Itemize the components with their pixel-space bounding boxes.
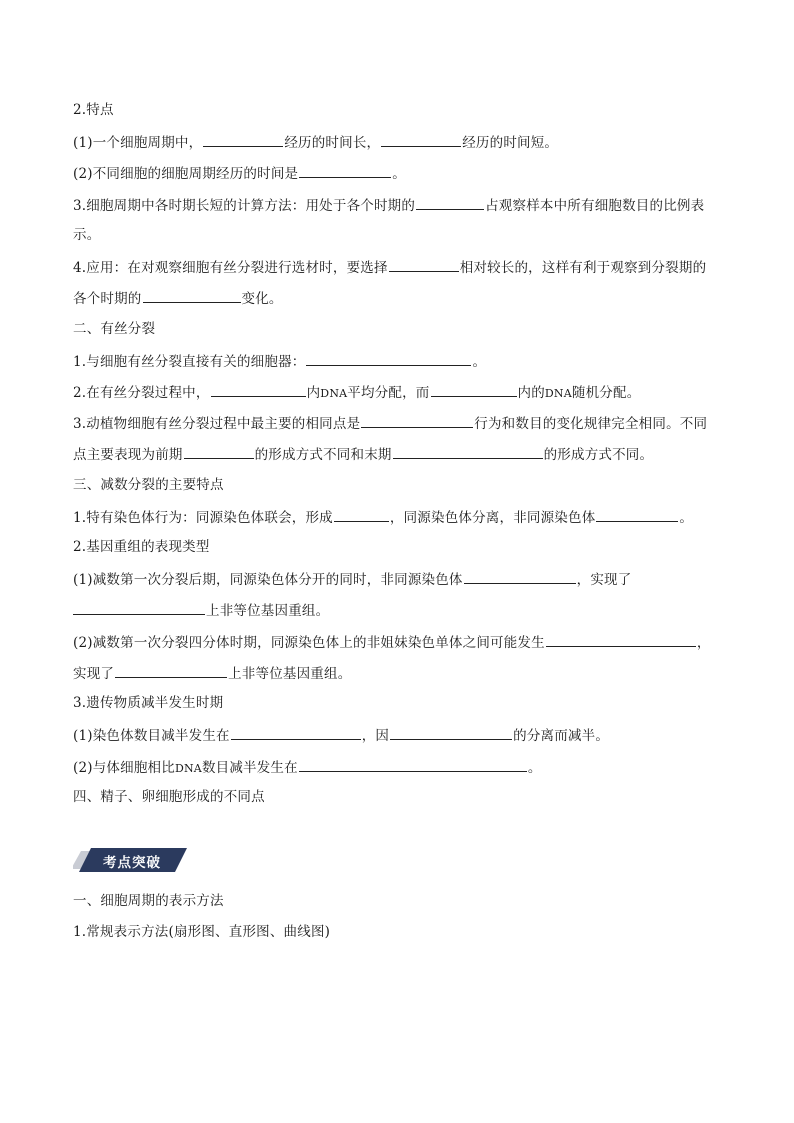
heading-cycle: 一、细胞周期的表示方法 xyxy=(73,893,224,909)
heading-features: 2.特点 xyxy=(73,102,114,118)
question-line: 3.动植物细胞有丝分裂过程中最主要的相同点是 行为和数目的变化规律完全相同。不同 xyxy=(73,412,707,434)
text-line: 1.常规表示方法(扇形图、直形图、曲线图) xyxy=(73,924,331,940)
question-line: (2)减数第一次分裂四分体时期，同源染色体上的非姐妹染色单体之间可能发生 ， xyxy=(73,631,711,653)
answer-blank[interactable] xyxy=(416,194,484,210)
question-line: 各个时期的 变化。 xyxy=(73,287,283,309)
answer-blank[interactable] xyxy=(381,131,461,147)
question-line: 1.与细胞有丝分裂直接有关的细胞器： 。 xyxy=(73,350,486,372)
answer-blank[interactable] xyxy=(73,599,205,615)
answer-blank[interactable] xyxy=(546,631,696,647)
answer-blank[interactable] xyxy=(203,131,283,147)
text-line: 示。 xyxy=(73,227,101,243)
answer-blank[interactable] xyxy=(299,162,391,178)
question-line: (2)不同细胞的细胞周期经历的时间是 。 xyxy=(73,162,406,184)
text-line: 2.基因重组的表现类型 xyxy=(73,539,210,555)
question-line: (1)减数第一次分裂后期，同源染色体分开的同时，非同源染色体 ，实现了 xyxy=(73,568,631,590)
question-line: 上非等位基因重组。 xyxy=(73,599,329,621)
question-line: 1.特有染色体行为：同源染色体联会，形成 ，同源染色体分离，非同源染色体 。 xyxy=(73,506,693,528)
answer-blank[interactable] xyxy=(115,662,227,678)
heading-differences: 四、精子、卵细胞形成的不同点 xyxy=(73,789,265,805)
heading-meiosis: 三、减数分裂的主要特点 xyxy=(73,477,224,493)
answer-blank[interactable] xyxy=(334,506,389,522)
question-line: 3.细胞周期中各时期长短的计算方法：用处于各个时期的 占观察样本中所有细胞数目的比例表 xyxy=(73,194,704,216)
answer-blank[interactable] xyxy=(184,443,254,459)
badge-label: 考点突破 xyxy=(103,855,161,871)
question-line: (1)一个细胞周期中， 经历的时间长， 经历的时间短。 xyxy=(73,131,558,153)
answer-blank[interactable] xyxy=(306,350,471,366)
answer-blank[interactable] xyxy=(431,381,517,397)
question-line: 2.在有丝分裂过程中， 内DNA平均分配，而 内的DNA随机分配。 xyxy=(73,381,640,404)
answer-blank[interactable] xyxy=(361,412,473,428)
question-line: 实现了 上非等位基因重组。 xyxy=(73,662,351,684)
heading-mitosis: 二、有丝分裂 xyxy=(73,321,156,337)
answer-blank[interactable] xyxy=(393,443,543,459)
question-line: (1)染色体数目减半发生在 ，因 的分离而减半。 xyxy=(73,724,609,746)
answer-blank[interactable] xyxy=(596,506,678,522)
answer-blank[interactable] xyxy=(389,256,459,272)
answer-blank[interactable] xyxy=(211,381,306,397)
answer-blank[interactable] xyxy=(390,724,512,740)
section-badge xyxy=(73,848,187,872)
question-line: 4.应用：在对观察细胞有丝分裂进行选材时，要选择 相对较长的，这样有利于观察到分裂期的 xyxy=(73,256,706,278)
answer-blank[interactable] xyxy=(231,724,361,740)
answer-blank[interactable] xyxy=(299,756,527,772)
answer-blank[interactable] xyxy=(143,287,241,303)
question-line: (2)与体细胞相比DNA数目减半发生在 。 xyxy=(73,756,542,779)
answer-blank[interactable] xyxy=(464,568,576,584)
question-line: 点主要表现为前期 的形成方式不同和末期 的形成方式不同。 xyxy=(73,443,653,465)
text-line: 3.遗传物质减半发生时期 xyxy=(73,695,224,711)
